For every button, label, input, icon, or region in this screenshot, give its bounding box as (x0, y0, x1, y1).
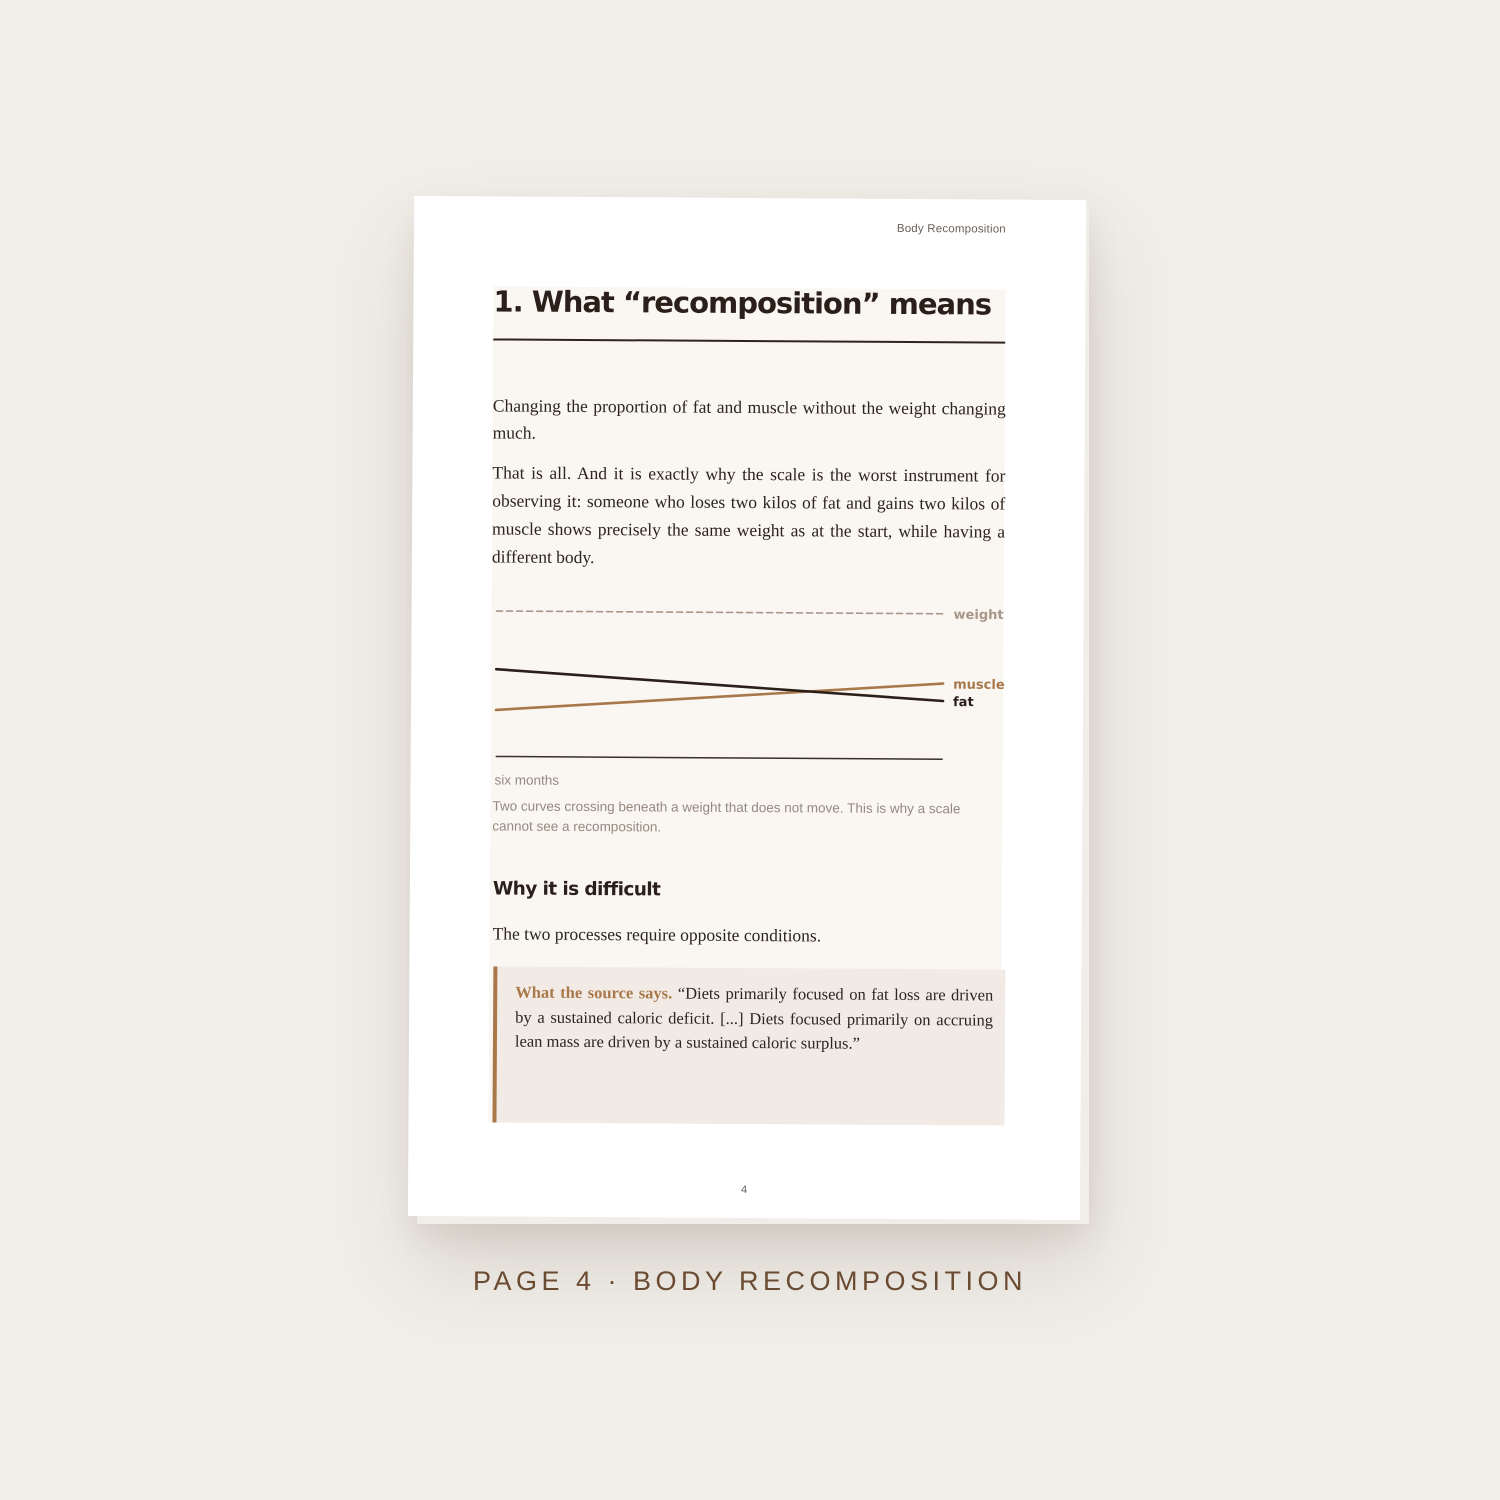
chart-baseline (496, 756, 943, 759)
series-line-weight (497, 611, 944, 614)
section-heading: 1. What “recomposition” means (493, 284, 992, 322)
paragraph-definition: Changing the proportion of fat and muscle without the weight changing much. (492, 395, 1006, 443)
series-label-fat: fat (952, 695, 974, 711)
quote-body: “Diets primarily focused on fat loss are driven by a sustained caloric deficit. [...] Diets focused primarily on accruing lean mass are driven by a sustained caloric surplus.” (514, 983, 994, 1053)
quote-lead: What the source says. (515, 982, 673, 1003)
running-head: Body Recomposition (896, 222, 1006, 236)
series-label-muscle: muscle (953, 677, 1005, 693)
quote-paragraph (515, 981, 993, 1057)
series-label-weight: weight (953, 607, 1004, 624)
book-page (408, 196, 1086, 1220)
paragraph-conditions: The two processes require opposite conditions. (492, 923, 822, 946)
chart-svg (491, 588, 1012, 781)
chart-caption: Two curves crossing beneath a weight that does not move. This is why a scale cannot see a recomposition. (492, 798, 961, 835)
chart-x-label: six months (494, 772, 560, 788)
source-quote-box (492, 966, 1005, 1125)
page-caption: PAGE 4 · BODY RECOMPOSITION (472, 1266, 1028, 1296)
paragraph-scale: That is all. And it is exactly why the scale is the worst instrument for observing it: someone who loses two kilos of fat and gains two kilos of muscle shows precisely the same weight as at the start, while having a different body. (491, 462, 1006, 568)
page-number: 4 (740, 1183, 748, 1197)
recomposition-chart (491, 588, 1012, 781)
subheading: Why it is difficult (492, 878, 661, 901)
